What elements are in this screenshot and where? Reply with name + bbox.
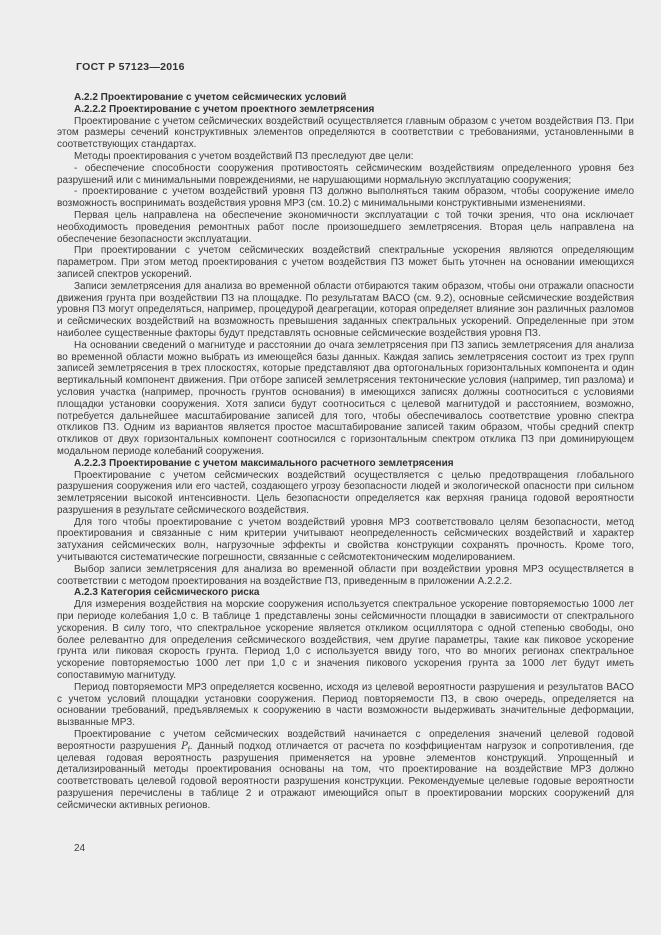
paragraph: Для измерения воздействия на морские сооружения используется спектральное ускорение повторяемостью 1000 лет при периоде колебания 1,0 с. В таблице 1 представлены зоны сейсмичности площадки в зависимости от спектрального ускорения. В силу того, что спектральное ускорение является откликом осциллятора с одной степенью свободы, оно более релевантно для определения сейсмического воздействия, чем другие параметры, такие как пиковое ускорение грунта или пиковая скорость грунта. Период 1,0 с используется ввиду того, что во многих регионах спектральное ускорение повторяемостью 1000 лет при 1,0 с и значения пикового ускорения грунта за 1000 лет будут иметь сопоставимую магнитуду. (57, 599, 634, 682)
paragraph (57, 729, 634, 812)
section-heading: А.2.2.3 Проектирование с учетом максимального расчетного землетрясения (74, 457, 454, 469)
paragraph-text: Проектирование с учетом сейсмических воздействий начинается с определения значений целевой годовой вероятности разрушения (57, 729, 634, 752)
paragraph: На основании сведений о магнитуде и расстоянии до очага землетрясения при ПЗ запись землетрясения для анализа во временной области можно выбрать из имеющейся базы данных. Каждая запись землетрясения состоит из трех групп записей землетрясения в трех плоскостях, которые представляют два ортогональных горизонтальных компонента и один вертикальный компонент движения. При отборе записей землетрясения тектонические условия (например, тип разлома) и условия участка (например, прочность грунтов основания) в имеющихся записях должны соотноситься с условиями площадки установки сооружения. Хотя записи будут соотноситься с целевой магнитудой и расстоянием, возможно, потребуется дальнейшее масштабирование записей для того, чтобы обеспечивалось соответствие уровню спектра откликов ПЗ. Одним из вариантов является простое масштабирование записей таким образом, чтобы средний спектр откликов от двух горизонтальных компонент соотносился с горизонтальным спектром отклика ПЗ при доминирующем модальном периоде колебаний сооружения. (57, 339, 634, 457)
paragraph: Первая цель направлена на обеспечение экономичности эксплуатации с той точки зрения, что она исключает необходимость проведения ремонтных работ после произошедшего землетрясения. Вторая цель направлена на обеспечение безопасности эксплуатации. (57, 209, 634, 245)
paragraph: При проектировании с учетом сейсмических воздействий спектральные ускорения являются определяющим параметром. При этом метод проектирования с учетом воздействия ПЗ может быть уточнен на основании имеющихся записей спектров ускорений. (57, 245, 634, 280)
list-item: - проектирование с учетом воздействий уровня ПЗ должно выполняться таким образом, чтобы сооружение имело возможность воспринимать воздействия уровня МРЗ (см. 10.2) с минимальными конструктивными изменениями. (57, 186, 634, 210)
page-number: 24 (74, 843, 86, 854)
paragraph: Записи землетрясения для анализа во временной области отбираются таким образом, чтобы они отражали опасности движения грунта при воздействии ПЗ на площадке. По результатам ВАСО (см. 9.2), основные сейсмические воздействия уровня ПЗ могут определяться, например, процедурой деагрегации, которая определяет влияние зон различных разломов и сейсмических воздействий на возможность превышения заданных спектральных ускорений. Определенные при этом наиболее существенные факторы будут представлять основные сейсмические воздействия уровня ПЗ. (57, 280, 634, 339)
formula-subscript: f (187, 746, 190, 754)
paragraph: Методы проектирования с учетом воздействий ПЗ преследуют две цели: (74, 150, 414, 162)
formula-variable: P (181, 740, 188, 752)
paragraph-text: . Данный подход отличается от расчета по коэффициентам нагрузок и сопротивления, где целевая годовая вероятность разрушения применяется на уровне элементов конструкций. Упрощенный и детализированный методы проектирования основаны на том, что проектирование на воздействие МРЗ должно соответствовать целевой годовой вероятности разрушения конструкции. Рекомендуемые целевые годовые вероятности разрушения перечислены в таблице 2 и отражают имеющийся опыт в проектировании морских сооружений для сейсмически активных регионов. (57, 740, 634, 811)
section-heading: А.2.3 Категория сейсмического риска (74, 587, 260, 599)
section-heading: А.2.2.2 Проектирование с учетом проектного землетрясения (74, 103, 375, 115)
paragraph: Для того чтобы проектирование с учетом воздействий уровня МРЗ соответствовало целям безопасности, метод проектирования и связанные с ним критерии учитывают неопределенность сейсмических воздействий и характер затухания сейсмических волн, нагрузочные эффекты и свойства конструкции сохранять прочность. Кроме того, учитываются систематические погрешности, связанные с сейсмотектоническим моделированием. (57, 516, 634, 564)
paragraph: Период повторяемости МРЗ определяется косвенно, исходя из целевой вероятности разрушения и результатов ВАСО с учетом условий площадки установки сооружения. Период повторяемости ПЗ, в свою очередь, определяется на основании требований, предъявляемых к сооружению в части возможности выдерживать значительные деформации, вызванные МРЗ. (57, 681, 634, 729)
paragraph: Проектирование с учетом сейсмических воздействий осуществляется главным образом с учетом воздействия ПЗ. При этом размеры сечений конструктивных элементов определяются в соответствии с требованиями, установленными в соответствующих стандартах. (57, 115, 634, 151)
paragraph: Проектирование с учетом сейсмических воздействий осуществляется с целью предотвращения глобального разрушения сооружения или его частей, создающего угрозу безопасности людей и экологической опасности при сильном землетрясении высокой интенсивности. Цель безопасности определяется как верхняя граница годовой вероятности разрушения в результате сейсмического воздействия. (57, 469, 634, 516)
running-header: ГОСТ Р 57123—2016 (76, 61, 185, 73)
list-item: - обеспечение способности сооружения противостоять сейсмическим воздействиям определенного уровня без разрушений или с минимальными повреждениями, не нарушающими нормальную эксплуатацию сооружения; (57, 162, 634, 186)
paragraph: Выбор записи землетрясения для анализа во временной области при воздействии уровня МРЗ осуществляется в соответствии с методом проектирования на воздействие ПЗ, приведенным в приложении А.2.2.2. (57, 563, 634, 587)
section-heading: А.2.2 Проектирование с учетом сейсмических условий (74, 92, 347, 103)
document-body (57, 92, 634, 812)
